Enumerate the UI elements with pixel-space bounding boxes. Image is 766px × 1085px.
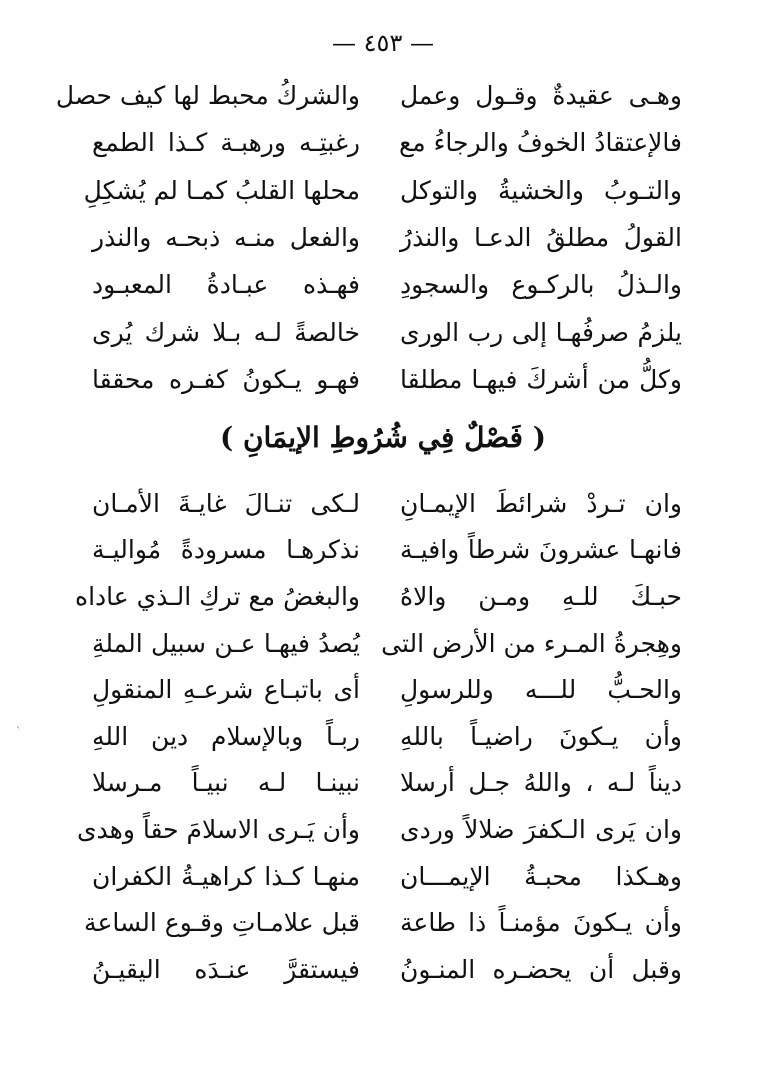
verse-second-hemistich: والبغضُ مع تركِ الـذي عاداه xyxy=(75,581,360,611)
verse-first-hemistich: والـذلُ بالركـوع والسجودِ xyxy=(400,270,682,300)
verse-second-hemistich: رغبتِـه ورهبـة كـذا الطمع xyxy=(92,128,360,158)
margin-mark: ˋ xyxy=(16,727,21,738)
verse-second-hemistich: منهـا كـذا كراهيـةُ الكفران xyxy=(92,861,360,891)
verse-second-hemistich: والفعل منـه ذبحـه والنذر xyxy=(92,223,360,253)
verse-line xyxy=(92,119,682,166)
verse-first-hemistich: فانهـا عشرونَ شرطاً وافيـة xyxy=(400,535,682,565)
verse-second-hemistich: فهـذه عبـادةُ المعبـود xyxy=(92,270,360,300)
verse-first-hemistich: فالإعتقادُ الخوفُ والرجاءُ مع xyxy=(398,128,682,158)
verse-second-hemistich: محلها القلبُ كمـا لم يُشكِلِ xyxy=(83,175,360,205)
verse-first-hemistich: القولُ مطلقُ الدعـا والنذرُ xyxy=(400,223,682,253)
verse-second-hemistich: لـكى تنـالَ غايـةَ الأمـان xyxy=(92,488,360,518)
verse-second-hemistich: خالصةً لـه بـلا شرك يُرى xyxy=(92,317,360,347)
verse-line xyxy=(92,713,682,760)
verse-second-hemistich: نذكرهـا مسرودةً مُواليـة xyxy=(92,535,360,565)
poem-block-2 xyxy=(75,480,682,993)
verse-first-hemistich: حبـكَ للـهِ ومـن والاهُ xyxy=(400,581,682,611)
verse-line xyxy=(92,214,682,261)
verse-first-hemistich: والتـوبُ والخشيةُ والتوكل xyxy=(400,175,682,205)
page-number: — ٤٥٣ — xyxy=(332,29,434,57)
verse-second-hemistich: أى باتبـاع شرعـهِ المنقولِ xyxy=(92,675,360,705)
verse-line xyxy=(92,308,682,355)
verse-line xyxy=(76,806,682,853)
verse-first-hemistich: وان يَرى الـكفرَ ضلالاً وردى xyxy=(400,814,682,844)
verse-line xyxy=(55,72,682,119)
verse-line xyxy=(92,853,682,900)
verse-line xyxy=(92,527,682,574)
verse-line xyxy=(92,760,682,807)
verse-first-hemistich: وهِجرةُ المـرء من الأرض التى xyxy=(381,628,682,658)
verse-second-hemistich: نبينـا لـه نبيـاً مـرسلا xyxy=(92,768,360,798)
verse-line xyxy=(92,946,682,993)
verse-first-hemistich: وهـكذا محبـةُ الإيمـــان xyxy=(400,861,682,891)
verse-first-hemistich: والحـبُّ للـــه وللرسولِ xyxy=(400,675,682,705)
verse-line xyxy=(75,573,682,620)
poem-block-1 xyxy=(55,72,682,403)
verse-second-hemistich: فيستقرَّ عنـدَه اليقيـنُ xyxy=(92,954,360,984)
verse-first-hemistich: وأن يـكونَ راضيـاً باللهِ xyxy=(400,721,682,751)
verse-second-hemistich: فهـو يـكونُ كفـره محققا xyxy=(92,364,360,394)
verse-second-hemistich: والشركُ محبط لها كيف حصل xyxy=(55,81,360,111)
verse-first-hemistich: وكلُّ من أشركَ فيهـا مطلقا xyxy=(400,364,682,394)
verse-second-hemistich: يُصدُ فيهـا عـن سبيل الملةِ xyxy=(92,628,360,658)
verse-first-hemistich: وهـى عقيدةٌ وقـول وعمل xyxy=(400,81,682,111)
verse-line xyxy=(92,480,682,527)
section-heading: ( فَصْلٌ فِي شُرُوطِ الإيمَانِ ) xyxy=(220,421,546,454)
verse-second-hemistich: وأن يَـرى الاسلامَ حقاً وهدى xyxy=(76,814,360,844)
verse-second-hemistich: ربـاً وبالإسلام دين اللهِ xyxy=(92,721,360,751)
verse-line xyxy=(84,899,682,946)
verse-first-hemistich: وان تـردْ شرائطَ الإيمـانِ xyxy=(400,488,682,518)
verse-first-hemistich: وأن يـكونَ مؤمنـاً ذا طاعة xyxy=(400,908,682,938)
verse-second-hemistich: قبل علامـاتِ وقـوع الساعة xyxy=(84,908,360,938)
verse-line xyxy=(92,356,682,403)
verse-line xyxy=(83,167,682,214)
verse-first-hemistich: يلزمُ صرفُهـا إلى رب الورى xyxy=(400,317,682,347)
verse-first-hemistich: ديناً لـه ، واللهُ جـل أرسلا xyxy=(400,768,682,798)
verse-line xyxy=(92,620,682,667)
verse-line xyxy=(92,666,682,713)
verse-line xyxy=(92,261,682,308)
verse-first-hemistich: وقبل أن يحضـره المنـونُ xyxy=(400,954,682,984)
